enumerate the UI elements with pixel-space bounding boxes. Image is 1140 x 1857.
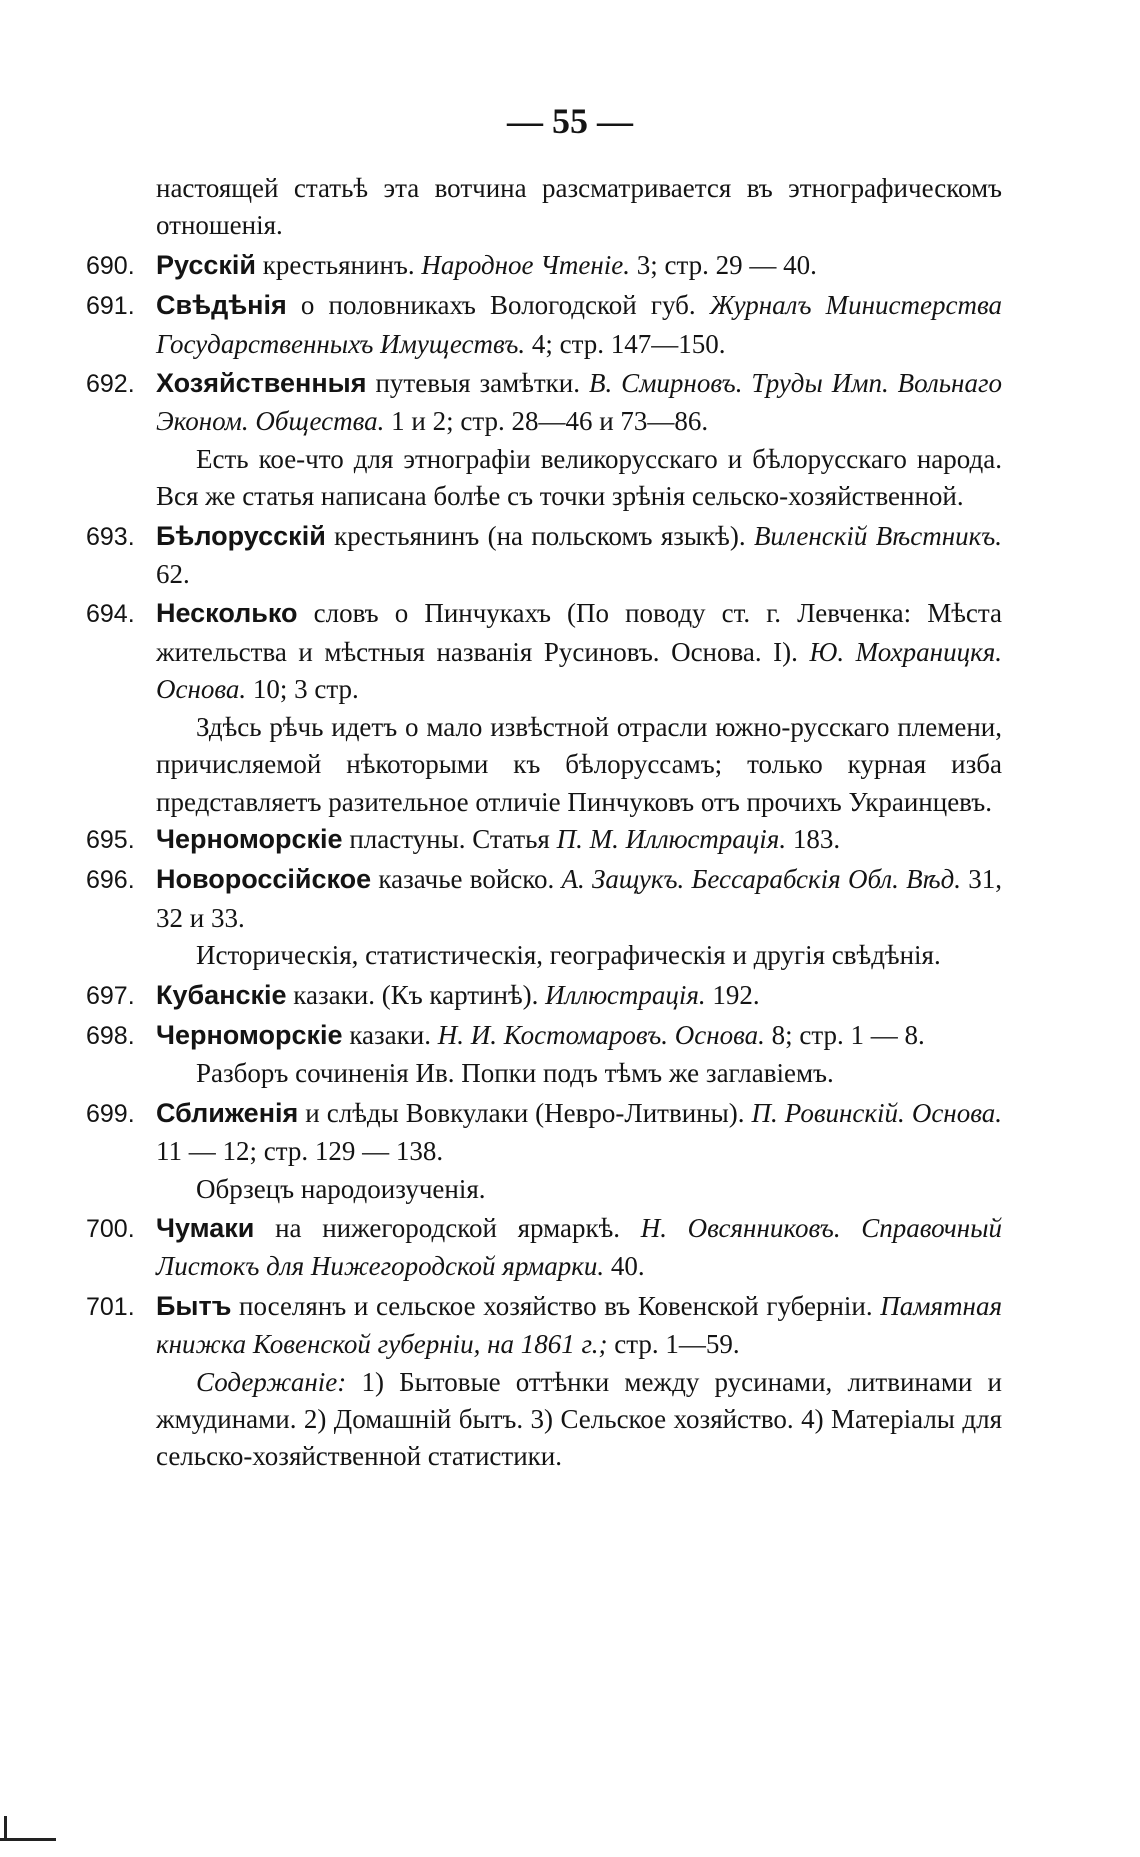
entry-source: Н. И. Костомаровъ. Основа.	[437, 1019, 765, 1050]
entry-heading: Русскій	[156, 249, 256, 280]
entry-690: 690. Русскій крестьянинъ. Народное Чтеніе. 3; стр. 29 — 40.	[86, 249, 817, 280]
entry-source: П. Ровинскій. Основа.	[751, 1097, 1002, 1128]
entry-note: Здѣсь рѣчь идетъ о мало извѣстной отрасли южно-русскаго племени, причисляемой нѣкоторыми къ бѣлоруссамъ; только курная изба представляетъ разительное отличіе Пинчуковъ отъ прочихъ Украинцевъ.	[156, 711, 1002, 817]
entry-heading: Бытъ	[156, 1290, 232, 1321]
entry-heading: Бѣлорусскій	[156, 520, 326, 551]
entry-heading: Сближенія	[156, 1097, 299, 1128]
entry-691: 691. Свѣдѣнія о половникахъ Вологодской губ. Журналъ Министерства Государственныхъ Имуществъ. 4; стр. 147—150.	[86, 290, 1002, 359]
entry-heading: Несколько	[156, 598, 298, 629]
entry-heading: Кубанскіе	[156, 979, 287, 1010]
entry-source: П. М. Иллюстрація.	[556, 823, 787, 854]
entry-700: 700. Чумаки на нижегородской ярмаркѣ. Н. Овсянниковъ. Справочный Листокъ для Нижегородской ярмарки. 40.	[86, 1212, 1002, 1282]
entry-698: 698. Черноморскіе казаки. Н. И. Костомаровъ. Основа. 8; стр. 1 — 8.	[86, 1019, 925, 1050]
entry-note: Обрзецъ народоизученія.	[196, 1173, 486, 1204]
entry-source: Иллюстрація.	[545, 979, 706, 1010]
entry-source: Народное Чтеніе.	[421, 249, 631, 280]
entry-source: Ю. Мохраницкя. Основа.	[156, 636, 1002, 705]
entry-heading: Хозяйственныя	[156, 368, 367, 399]
entry-693: 693. Бѣлорусскій крестьянинъ (на польскомъ языкѣ). Виленскій Вѣстникъ. 62.	[86, 520, 1002, 590]
page-number: — 55 —	[507, 101, 633, 141]
entry-note: Историческія, статистическія, географическія и другія свѣдѣнія.	[196, 940, 941, 971]
entry-692: 692. Хозяйственныя путевыя замѣтки. В. Смирновъ. Труды Имп. Вольнаго Эконом. Общества. 1 и 2; стр. 28—46 и 73—86.	[86, 368, 1002, 437]
entry-source: В. Смирновъ. Труды Имп. Вольнаго Эконом. Общества.	[156, 368, 1002, 437]
note-label: Содержаніе:	[196, 1366, 347, 1397]
entry-note: Есть кое-что для этнографіи великорусскаго и бѣлорусскаго народа. Вся же статья написана болѣе съ точки зрѣнія сельско-хозяйственной.	[156, 443, 1002, 512]
entry-source: Виленскій Вѣстникъ.	[753, 520, 1002, 551]
entry-heading: Чумаки	[156, 1212, 255, 1243]
entry-heading: Новороссійское	[156, 864, 372, 895]
entry-694: 694. Несколько словъ о Пинчукахъ (По поводу ст. г. Левченка: Мѣста жительства и мѣстныя названія Русиновъ. Основа. I). Ю. Мохраницкя. Основа. 10; 3 стр.	[86, 598, 1002, 705]
entry-heading: Свѣдѣнія	[156, 290, 287, 321]
entry-696: 696. Новороссійское казачье войско. А. Защукъ. Бессарабскія Обл. Вѣд. 31, 32 и 33.	[86, 864, 1002, 933]
entry-701: 701. Бытъ поселянъ и сельское хозяйство въ Ковенской губерніи. Памятная книжка Ковенской губерніи, на 1861 г.; стр. 1—59.	[86, 1290, 1002, 1360]
scan-corner-mark	[0, 1838, 56, 1841]
entry-source: Журналъ Министерства Государственныхъ Имуществъ.	[156, 290, 1002, 359]
entry-note: Разборъ сочиненія Ив. Попки подъ тѣмъ же заглавіемъ.	[196, 1058, 834, 1089]
entry-source: Н. Овсянниковъ. Справочный Листокъ для Нижегородской ярмарки.	[156, 1212, 1002, 1282]
entry-heading: Черноморскіе	[156, 1019, 343, 1050]
entry-heading: Черноморскіе	[156, 823, 343, 854]
continued-paragraph: настоящей статьѣ эта вотчина разсматривается въ этнографическомъ отношенія.	[156, 173, 1002, 241]
entry-695: 695. Черноморскіе пластуны. Статья П. М. Иллюстрація. 183.	[86, 823, 841, 854]
entry-699: 699. Сближенія и слѣды Вовкулаки (Невро-Литвины). П. Ровинскій. Основа. 11 — 12; стр. 129 — 138.	[86, 1097, 1002, 1167]
entry-697: 697. Кубанскіе казаки. (Къ картинѣ). Иллюстрація. 192.	[86, 979, 760, 1010]
text-block	[86, 170, 1002, 1476]
entry-note: Содержаніе: 1) Бытовые оттѣнки между русинами, литвинами и жмудинами. 2) Домашній бытъ. 3) Сельское хозяйство. 4) Матеріалы для сельско-хозяйственной статистики.	[156, 1366, 1002, 1472]
entry-source: Памятная книжка Ковенской губерніи, на 1861 г.;	[156, 1290, 1002, 1360]
entry-source: А. Защукъ. Бессарабскія Обл. Вѣд.	[561, 864, 962, 895]
